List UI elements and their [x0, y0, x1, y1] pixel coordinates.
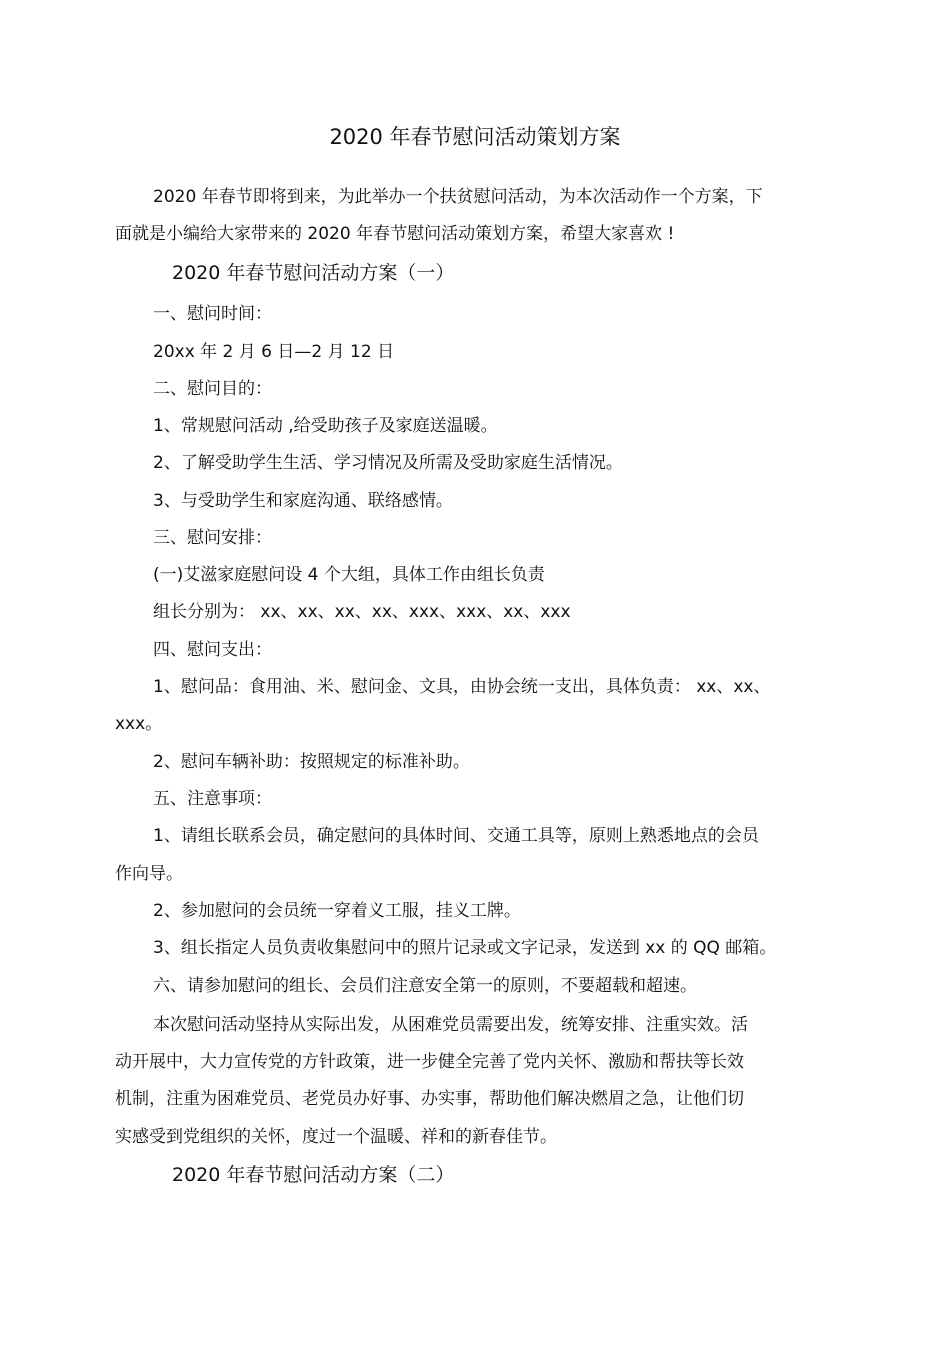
plan1-line: 三、慰问安排：	[153, 528, 272, 548]
plan1-line: 3、组长指定人员负责收集慰问中的照片记录或文字记录，发送到 xx 的 QQ 邮箱。	[153, 938, 777, 958]
plan1-line: 动开展中，大力宣传党的方针政策，进一步健全完善了党内关怀、激励和帮扶等长效	[115, 1052, 744, 1072]
plan1-line: 2、参加慰问的会员统一穿着义工服，挂义工牌。	[153, 901, 521, 921]
plan1-line: 五、注意事项：	[153, 789, 272, 809]
plan2-heading: 2020 年春节慰问活动方案（二）	[172, 1164, 455, 1186]
document-title: 2020 年春节慰问活动策划方案	[329, 125, 621, 149]
plan1-line: 六、请参加慰问的组长、会员们注意安全第一的原则，不要超载和超速。	[153, 976, 697, 996]
plan1-line: 3、与受助学生和家庭沟通、联络感情。	[153, 491, 453, 511]
plan1-line: 2、了解受助学生生活、学习情况及所需及受助家庭生活情况。	[153, 453, 623, 473]
plan1-line: 一、慰问时间：	[153, 304, 272, 324]
plan1-line: 1、请组长联系会员，确定慰问的具体时间、交通工具等，原则上熟悉地点的会员	[153, 826, 759, 846]
plan1-line: 2、慰问车辆补助：按照规定的标准补助。	[153, 752, 470, 772]
plan1-line: 本次慰问活动坚持从实际出发，从困难党员需要出发，统筹安排、注重实效。活	[153, 1015, 748, 1035]
intro-line-2: 面就是小编给大家带来的 2020 年春节慰问活动策划方案，希望大家喜欢 !	[115, 224, 675, 244]
plan1-line: 四、慰问支出：	[153, 640, 272, 660]
plan1-line: 1、慰问品：食用油、米、慰问金、文具，由协会统一支出，具体负责： xx、xx、	[153, 677, 771, 697]
plan1-line: xxx。	[115, 714, 163, 734]
plan1-line: 二、慰问目的：	[153, 379, 272, 399]
plan1-line: 1、常规慰问活动 ,给受助孩子及家庭送温暖。	[153, 416, 498, 436]
plan1-line: 20xx 年 2 月 6 日—2 月 12 日	[153, 342, 395, 362]
plan1-line: 机制，注重为困难党员、老党员办好事、办实事，帮助他们解决燃眉之急，让他们切	[115, 1089, 744, 1109]
plan1-line: 组长分别为： xx、xx、xx、xx、xxx、xxx、xx、xxx	[153, 602, 571, 622]
plan1-line: 实感受到党组织的关怀，度过一个温暖、祥和的新春佳节。	[115, 1127, 557, 1147]
plan1-line: 作向导。	[115, 864, 183, 884]
plan1-line: (一)艾滋家庭慰问设 4 个大组，具体工作由组长负责	[153, 565, 545, 585]
plan1-heading: 2020 年春节慰问活动方案（一）	[172, 262, 455, 284]
intro-line-1: 2020 年春节即将到来，为此举办一个扶贫慰问活动，为本次活动作一个方案，下	[153, 187, 763, 207]
